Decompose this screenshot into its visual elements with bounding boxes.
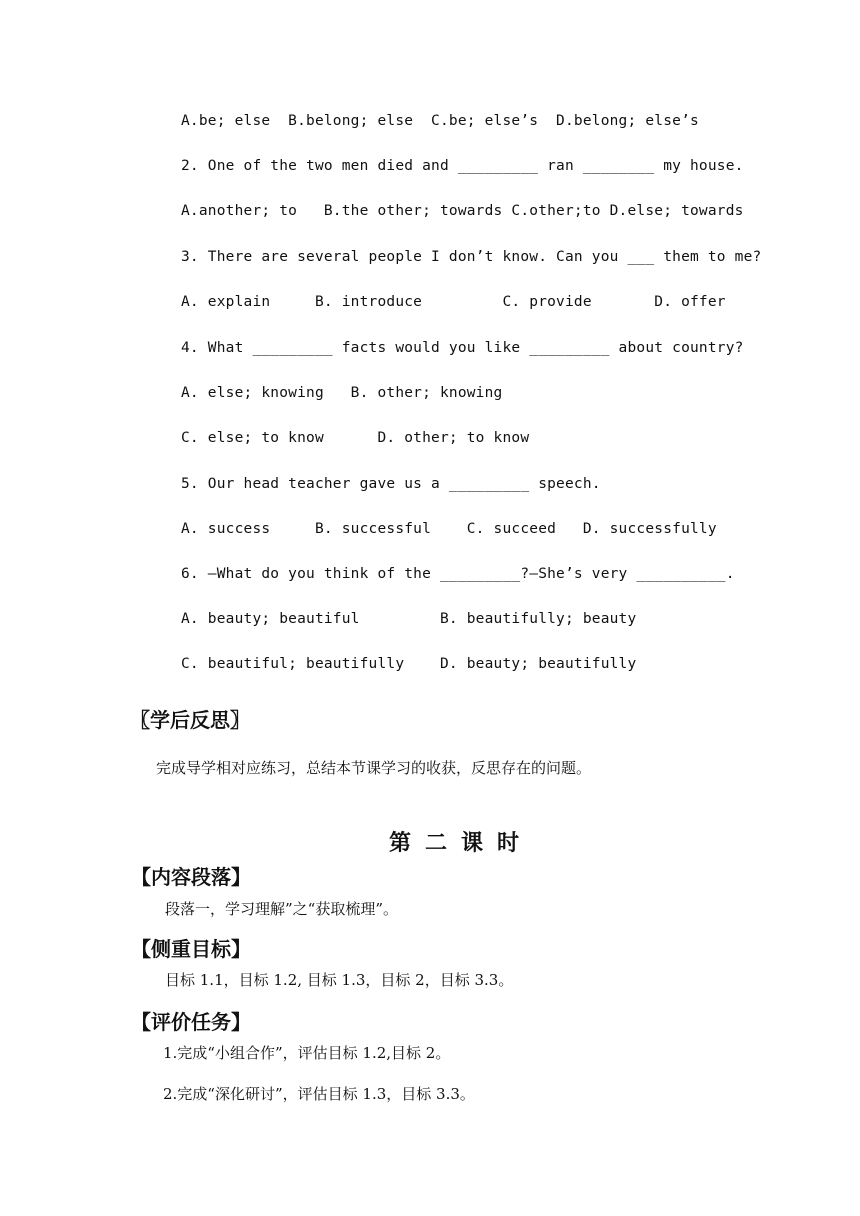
- eval-item-2: 2.完成“深化研讨”，评估目标 1.3，目标 3.3。: [163, 1085, 475, 1103]
- content-text: 段落一，学习理解”之“获取梳理”。: [165, 900, 399, 918]
- q2-stem: 2. One of the two men died and _________ ran ________ my house.: [181, 158, 744, 174]
- eval-item-1: 1.完成“小组合作”，评估目标 1.2,目标 2。: [163, 1044, 451, 1062]
- q3-stem: 3. There are several people I don’t know. Can you ___ them to me?: [181, 249, 762, 265]
- q5-stem: 5. Our head teacher gave us a _________ speech.: [181, 476, 601, 492]
- reflection-heading: 〖学后反思〗: [130, 708, 250, 732]
- content-heading: 【内容段落】: [131, 865, 251, 889]
- lesson-title: 第二课时: [389, 831, 534, 856]
- focus-heading: 【侧重目标】: [131, 937, 251, 961]
- q1-options: A.be; else B.belong; else C.be; else’s D.belong; else’s: [181, 113, 699, 129]
- q4-options-line1: A. else; knowing B. other; knowing: [181, 385, 503, 401]
- q6-options-line1: A. beauty; beautiful B. beautifully; beauty: [181, 611, 637, 627]
- q4-options-line2: C. else; to know D. other; to know: [181, 430, 530, 446]
- q4-stem: 4. What _________ facts would you like _________ about country?: [181, 340, 744, 356]
- q2-options: A.another; to B.the other; towards C.other;to D.else; towards: [181, 203, 744, 219]
- focus-text: 目标 1.1，目标 1.2, 目标 1.3，目标 2，目标 3.3。: [165, 971, 514, 989]
- reflection-text: 完成导学相对应练习，总结本节课学习的收获，反思存在的问题。: [156, 759, 592, 777]
- q5-options: A. success B. successful C. succeed D. successfully: [181, 521, 717, 537]
- eval-heading: 【评价任务】: [131, 1010, 251, 1034]
- q3-options: A. explain B. introduce C. provide D. offer: [181, 294, 726, 310]
- q6-options-line2: C. beautiful; beautifully D. beauty; beautifully: [181, 656, 637, 672]
- q6-stem: 6. —What do you think of the _________?—She’s very __________.: [181, 566, 735, 582]
